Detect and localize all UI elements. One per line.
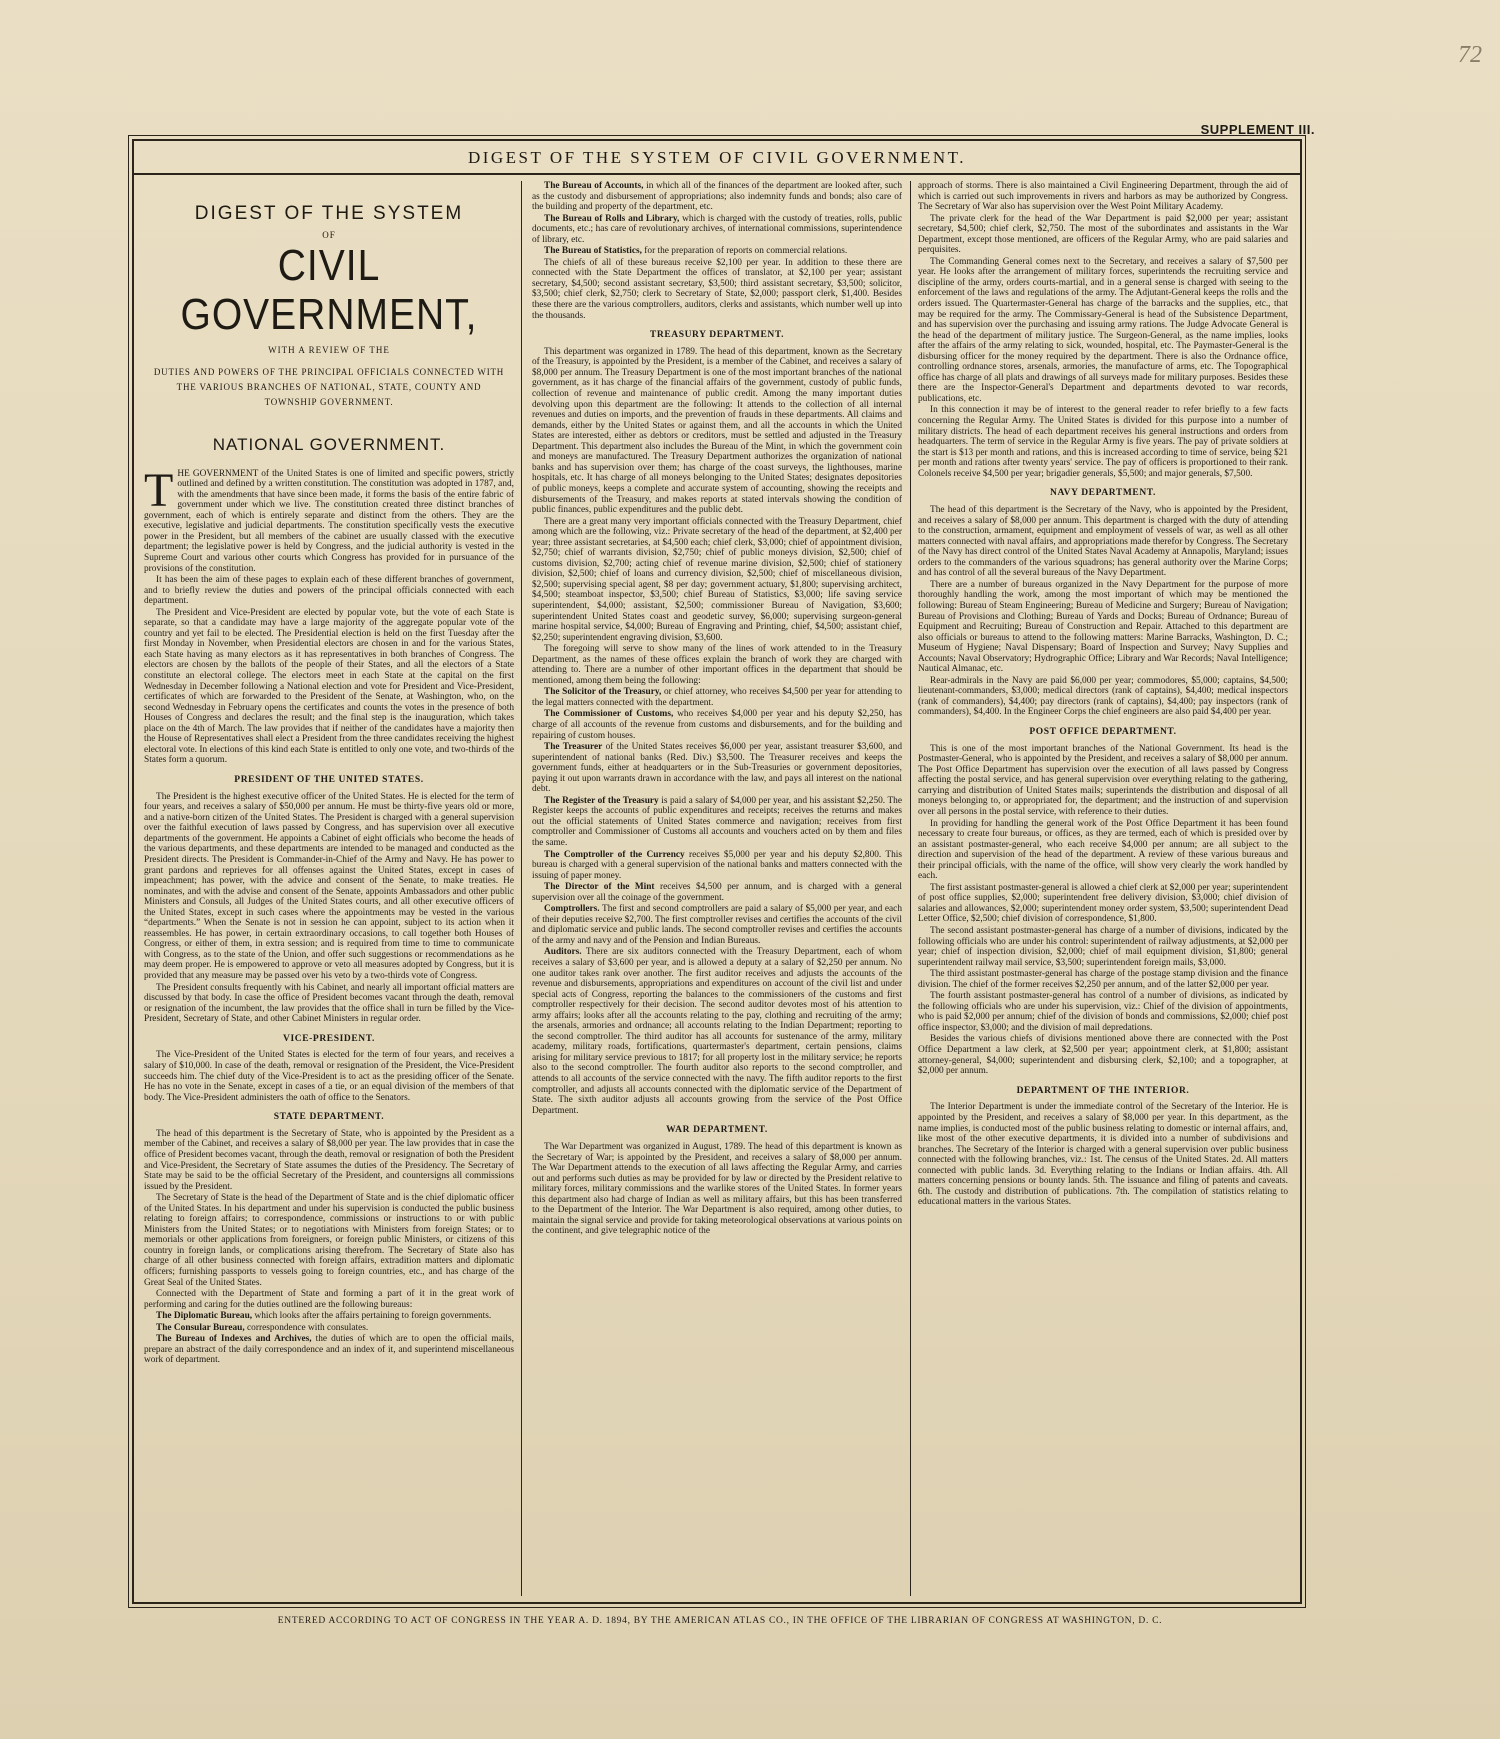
paragraph bbox=[532, 947, 902, 1116]
paragraph-text: the duties of which are to open the official mails, prepare an abstract of the daily correspondence and an index of it, and superintend miscellaneous work of department. bbox=[144, 1334, 514, 1366]
paragraph: The third assistant postmaster-general has charge of the postage stamp division and the finance division. The chief of the former receives $2,250 per annum, and of the latter $2,000 per year. bbox=[918, 969, 1288, 990]
title-digest: DIGEST OF THE SYSTEM bbox=[194, 203, 464, 224]
paragraph-text: who receives $4,000 per year and his deputy $2,250, has charge of all accounts of the revenue from customs and disbursements, and for the building and repairing of custom houses. bbox=[532, 709, 902, 741]
title-review: WITH A REVIEW OF THE bbox=[268, 344, 390, 355]
paragraph-text: of the United States receives $6,000 per year, assistant treasurer $3,600, and superintendent of national banks (Red. Div.) $3,500. The Treasurer receives and keeps the government funds, either at headquarters or in the Sub-Treasuries or government depositories, paying it out upon warrants drawn in accordance with the law, and pays all interest on the national debt. bbox=[532, 742, 902, 795]
paragraph bbox=[532, 850, 902, 882]
lead-in: Auditors. bbox=[544, 947, 582, 958]
lead-in: The Solicitor of the Treasury, bbox=[544, 687, 662, 698]
paragraph bbox=[532, 687, 902, 708]
lead-in: The Register of the Treasury bbox=[544, 795, 659, 806]
paragraph-text: which is charged with the custody of treaties, rolls, public documents, etc.; has care of revolutionary archives, of international commissions, superintendence of library, etc. bbox=[532, 213, 902, 245]
paragraph: Connected with the Department of State and forming a part of it in the great work of performing and caring for the duties outlined are the following bureaus: bbox=[144, 1289, 514, 1310]
paragraph: There are a great many very important officials connected with the Treasury Department, chief among which are the following, viz.: Private secretary of the head of the department, at $2,400 per year; three assistant secretaries, at $4,500 each; chief clerk, $3,000; chief of appointment division, $2,750; chief of warrants division, $2,750; chief of public moneys division, $2,500; chief of customs division, $2,700; acting chief of revenue marine division, $2,500; chief of stationery division, $2,500; chief of loans and currency division, $2,500; chief of miscellaneous division, $2,500; supervising special agent, $8 per day; government actuary, $1,800; supervising architect, $4,500; steamboat inspector, $3,500; chief Bureau of Statistics, $3,000; life saving service superintendent, $4,000; assistant, $2,500; commissioner Bureau of Navigation, $3,600; superintendent United States coast and geodetic survey, $6,000; supervising surgeon-general marine hospital service, $4,000; Bureau of Engraving and Printing, chief, $4,500; assistant chief, $2,250; superintendent engraving division, $3,600. bbox=[532, 516, 902, 643]
section-heading: PRESIDENT OF THE UNITED STATES. bbox=[234, 774, 424, 785]
paragraph: The War Department was organized in August, 1789. The head of this department is known as the Secretary of War; is appointed by the President, and receives a salary of $8,000 per annum. The War Department attends to the execution of all laws affecting the Regular Army, and carries out and performs such duties as may be provided for by law or directed by the President relative to military forces, military commissions and the warlike stores of the United States. In former years this department also had charge of Indian as well as military affairs, but this has been transferred to the Department of the Interior. The War Department is also required, among other duties, to maintain the signal service and provide for taking meteorological observations at various points on the continent, and give telegraphic notice of the bbox=[532, 1141, 902, 1237]
paragraph: The private clerk for the head of the War Department is paid $2,000 per year; assistant secretary, $4,500; chief clerk, $2,750. The most of the subordinates and assistants in the War Department, except those mentioned, are officers of the Regular Army, who are paid salaries and perquisites. bbox=[918, 213, 1288, 256]
paragraph: The head of this department is the Secretary of the Navy, who is appointed by the President, and receives a salary of $8,000 per annum. This department is charged with the duty of attending to the construction, armament, equipment and employment of vessels of war, as well as all other matters connected with naval affairs, and appropriations made therefor by Congress. The Secretary of the Navy has direct control of the United States Naval Academy at Annapolis, Maryland; issues orders to the commanders of the various squadrons; has general authority over the Marine Corps; and has control of all the several bureaus of the Navy Department. bbox=[918, 505, 1288, 579]
paragraph bbox=[144, 1334, 514, 1366]
paragraph-text: HE GOVERNMENT of the United States is one of limited and specific powers, strictly outlined and defined by a written constitution. The constitution was adopted in 1787, and, with the amendments that have since been made, it forms the basis of the entire fabric of government under which we live. The constitution created three distinct branches of government, each of which is entirely separate and distinct from the others. They are the executive, legislative and judicial departments. The constitution specifically vests the executive power in the President, but all members of the cabinet are usually classed with the executive department; the legislative power is held by Congress, and the judicial authority is vested in the Supreme Court and various other courts which Congress has provided for in pursuance of the provisions of the constitution. bbox=[144, 468, 514, 574]
title-subtitle: DUTIES AND POWERS OF THE PRINCIPAL OFFICIALS CONNECTED WITH THE VARIOUS BRANCHES OF NATIONAL, STATE, COUNTY AND TOWNSHIP GOVERNMENT. bbox=[153, 366, 505, 407]
paragraph-text: which looks after the affairs pertaining to foreign governments. bbox=[252, 1311, 492, 1322]
paragraph-text: in which all of the finances of the department are looked after, such as the custody and disbursement of appropriations; also indemnity funds and bonds; also care of the building and property of the department, etc. bbox=[532, 181, 902, 213]
lead-in: The Bureau of Accounts, bbox=[544, 181, 644, 191]
lead-in: The Bureau of Indexes and Archives, bbox=[156, 1334, 312, 1345]
paragraph: The President is the highest executive officer of the United States. He is elected for the term of four years, and receives a salary of $50,000 per annum. He must be thirty-five years old or more, and a native-born citizen of the United States. The President is charged with a general supervision over the faithful execution of laws passed by Congress, and has supervision over all executive departments of the government. He appoints a Cabinet of eight officials who become the heads of the various departments, and these departments are intended to be managed and conducted as the President directs. The President is Commander-in-Chief of the Army and Navy. He has power to grant pardons and reprieves for all offenses against the United States, except in cases of impeachment; has power, with the advice and consent of the Senate, to make treaties. He nominates, and with the advise and consent of the Senate, appoints Ambassadors and other public Ministers and Consuls, all Judges of the United States courts, and all other executive officers of the United States, except in such cases where the appointments may be vested in the various “departments.” When the Senate is not in session he can appoint, subject to its action when it reassembles. He has power, in certain extraordinary occasions, to call together both Houses of Congress, or either of them, in extra session; and is required from time to time to communicate with Congress, as to the state of the Union, and offer such suggestions or recommendations as he may deem proper. He is empowered to approve or veto all measures adopted by Congress, but it is provided that any measure may be passed over his veto by a two-thirds vote of Congress. bbox=[144, 791, 514, 981]
paragraph: This is one of the most important branches of the National Government. Its head is the Postmaster-General, who is appointed by the President, and receives a salary of $8,000 per annum. The Post Office Department has supervision over the execution of all laws passed by Congress affecting the postal service, and has general supervision over everything relating to the gathering, carrying and distribution of United States mails; superintends the distribution and disposal of all moneys belonging to, or appropriated for, the department; and the instruction of and supervision over all persons in the postal service, with reference to their duties. bbox=[918, 743, 1288, 817]
lead-in: The Comptroller of the Currency bbox=[544, 849, 685, 860]
paragraph bbox=[532, 882, 902, 903]
paragraph: It has been the aim of these pages to explain each of these different branches of government, and to briefly review the duties and powers of the principal officials connected with each department. bbox=[144, 575, 514, 607]
pencil-page-number: 72 bbox=[1458, 42, 1482, 68]
paragraph bbox=[532, 214, 902, 246]
title-block bbox=[144, 203, 514, 409]
paragraph-text: or chief attorney, who receives $4,500 per year for attending to the legal matters connected with the department. bbox=[532, 687, 902, 708]
lead-in: The Commissioner of Customs, bbox=[544, 709, 674, 720]
paragraph: The President consults frequently with his Cabinet, and nearly all important official matters are discussed by that body. In case the office of President becomes vacant through the death, removal or resignation of the incumbent, the law provides that the office shall in turn be filled by the Vice-President, Secretary of State, and other Cabinet Ministers in regular order. bbox=[144, 982, 514, 1025]
paragraph bbox=[144, 463, 514, 574]
paragraph bbox=[532, 246, 902, 257]
paragraph: approach of storms. There is also maintained a Civil Engineering Department, through the aid of which is carried out such improvements in rivers and harbors as may be authorized by Congress. The Secretary of War also has supervision over the West Point Military Academy. bbox=[918, 181, 1288, 213]
paragraph-text: receives $5,000 per year and his deputy $2,800. This bureau is charged with a general supervision of the national banks and matters connected with the issuing of paper money. bbox=[532, 849, 902, 881]
lead-in: Comptrollers. bbox=[544, 904, 600, 915]
drop-cap: T bbox=[144, 463, 174, 517]
lead-in: The Bureau of Statistics, bbox=[544, 246, 642, 257]
paragraph-text: receives $4,500 per annum, and is charged with a general supervision over all the coinage of the government. bbox=[532, 882, 902, 903]
paragraph: The foregoing will serve to show many of the lines of work attended to in the Treasury Department, as the names of these offices explain the branch of work they are charged with attending to. There are a number of other important offices in the department that should be mentioned, among them being the following: bbox=[532, 644, 902, 686]
paragraph: The first assistant postmaster-general is allowed a chief clerk at $2,000 per year; superintendent of post office supplies, $2,000; superintendent free delivery division, $3,000; chief division of salaries and allowances, $2,000; superintendent money order system, $3,500; superintendent Dead Letter Office, $2,500; chief division of correspondence, $1,800. bbox=[918, 882, 1288, 925]
column-divider bbox=[521, 181, 522, 1596]
paragraph: In providing for handling the general work of the Post Office Department it has been found necessary to create four bureaus, or offices, as they are termed, each of which is presided over by an assistant postmaster-general, who each receive $4,000 per annum; are all subject to the direction and supervision of the head of the department. A review of these various bureaus and their principal officials, with the name of the office, will show very clearly the work handled by each. bbox=[918, 818, 1288, 882]
column-divider bbox=[910, 181, 911, 1596]
paragraph bbox=[532, 709, 902, 741]
section-heading: POST OFFICE DEPARTMENT. bbox=[1029, 726, 1177, 737]
title-of: OF bbox=[322, 230, 336, 241]
paragraph: The fourth assistant postmaster-general has control of a number of divisions, as indicated by the following officials who are under his supervision, viz.: Chief of the division of appointments, who is paid $2,000 per annum; chief of the division of bonds and commissions, $2,000; chief post office inspector, $3,000; and the division of mail depredations. bbox=[918, 991, 1288, 1033]
national-government-heading: NATIONAL GOVERNMENT. bbox=[212, 435, 446, 455]
lead-in: The Consular Bureau, bbox=[156, 1322, 245, 1333]
section-heading: WAR DEPARTMENT. bbox=[666, 1125, 768, 1136]
section-heading: DEPARTMENT OF THE INTERIOR. bbox=[1016, 1085, 1190, 1096]
paragraph bbox=[144, 1311, 514, 1322]
paragraph-text: is paid a salary of $4,000 per year, and his assistant $2,250. The Register keeps the accounts of public expenditures and receipts; receives the returns and makes out the official statements of United States commerce and navigation; receives from first comptroller and Commissioner of Customs all accounts and vouchers acted on by them and files the same. bbox=[532, 795, 902, 848]
paragraph: The Secretary of State is the head of the Department of State and is the chief diplomatic officer of the United States. In his department and under his supervision is conducted the public business relating to foreign affairs; to correspondence, commissions or instructions to or with public Ministers from the United States; or to negotiations with Ministers from foreign States; or to memorials or other applications from foreigners, or foreign public Ministers, or citizens of this country in foreign lands, or complications arising therefrom. The Secretary of State also has charge of all other business connected with foreign affairs, extradition matters and diplomatic officers; furnishing passports to vessels going to foreign countries, etc., and has charge of the Great Seal of the United States. bbox=[144, 1193, 514, 1288]
paragraph bbox=[532, 796, 902, 849]
section-heading: VICE-PRESIDENT. bbox=[283, 1033, 375, 1044]
paragraph: The Vice-President of the United States is elected for the term of four years, and receives a salary of $10,000. In case of the death, removal or resignation of the President, the Vice-President succeeds him. The chief duty of the Vice-President is to act as the presiding officer of the Senate. He has no vote in the Senate, except in cases of a tie, or an equal division of the members of that body. The Vice-President administers the oath of office to the Senators. bbox=[144, 1050, 514, 1103]
paragraph: The Interior Department is under the immediate control of the Secretary of the Interior. He is appointed by the President, and receives a salary of $8,000 per year. In this department, as the name implies, is conducted most of the public business relating to domestic or internal affairs, and, like most of the other executive departments, it is divided into a number of subdivisions and branches. The Secretary of the Interior is charged with a general supervision over public business connected with the following branches, viz.: 1st. The census of the United States. 2d. All matters connected with public lands. 3d. Everything relating to the Indians or Indian affairs. 4th. All matters concerning pensions or bounty lands. 5th. The issuance and filing of patents and caveats. 6th. The custody and distribution of publications. 7th. The compilation of statistics relating to educational matters in the various States. bbox=[918, 1102, 1288, 1208]
paragraph: The chiefs of all of these bureaus receive $2,100 per year. In addition to these there are connected with the State Department the offices of translator, at $2,100 per year; assistant secretary, $4,500; second assistant secretary, $3,500; third assistant secretary, $3,500; solicitor, $3,500; chief clerk, $2,750; clerk to Secretary of State, $2,000; passport clerk, $1,400. Besides these there are the various comptrollers, auditors, clerks and assistants, which number well up into the thousands. bbox=[532, 257, 902, 321]
paragraph bbox=[144, 1323, 514, 1334]
paragraph: This department was organized in 1789. The head of this department, known as the Secretary of the Treasury, is appointed by the President, is a member of the Cabinet, and receives a salary of $8,000 per annum. The Treasury Department is one of the most important branches of the national government, as it has charge of the financial affairs of the government, custody of public funds, collection of revenue and maintenance of public credit. Among the many important duties devolving upon this department are the following: It attends to the collection of all internal revenues and duties on imports, and the prevention of frauds in these departments. All claims and demands, either by the United States or against them, and all the accounts in which the United States are interested, either as debtors or creditors, must be settled and adjusted in the Treasury Department. This department also includes the Bureau of the Mint, in which the government coin and moneys are manufactured. The Treasury Department authorizes the organization of national banks and has supervision over them; has charge of the coast surveys, the lighthouses, marine hospitals, etc. It has charge of all moneys belonging to the United States; designates depositories of public moneys, keeps a complete and accurate system of accounting, showing the receipts and disbursements of the Treasury, and makes reports at stated intervals showing the condition of public finances, public expenditures and the public debt. bbox=[532, 346, 902, 516]
paragraph-text: The first and second comptrollers are paid a salary of $5,000 per year, and each of their deputies receive $2,700. The first comptroller revises and certifies the accounts of the civil and diplomatic service and public lands. The second comptroller revises and certifies the accounts of the army and navy and of the Pension and Indian Bureaus. bbox=[532, 904, 902, 946]
lead-in: The Diplomatic Bureau, bbox=[156, 1311, 253, 1322]
column-3 bbox=[918, 181, 1288, 1596]
paragraph: There are a number of bureaus organized in the Navy Department for the purpose of more thoroughly handling the work, among the most important of which may be mentioned the following: Bureau of Steam Engineering; Bureau of Medicine and Surgery; Bureau of Navigation; Bureau of Provisions and Clothing; Bureau of Yards and Docks; Bureau of Ordnance; Bureau of Equipment and Recruiting; Bureau of Construction and Repair. Attached to this department are also officials or bureaus to attend to the following matters: Marine Barracks, Washington, D. C.; Museum of Hygiene; Naval Dispensary; Board of Inspection and Survey; Navy Supplies and Accounts; Naval Observatory; Hydrographic Office; Library and War Records; Naval Intelligence; Nautical Almanac, etc. bbox=[918, 579, 1288, 675]
column-1 bbox=[144, 181, 514, 1596]
paragraph: The President and Vice-President are elected by popular vote, but the vote of each State is separate, so that a candidate may have a large majority of the aggregate popular vote of the country and yet fail to be elected. The Presidential election is held on the first Tuesday after the first Monday in November, when Presidential electors are chosen in and for the various States, each State having as many electors as it has representatives in both branches of Congress. The electors are chosen by the ballots of the people of their States, and all the electors of a State constitute an electoral college. The electors meet in each State at the capital on the first Wednesday in December following a National election and vote for President and Vice-President, certificates of which are forwarded to the President of the Senate, at Washington, who, on the second Wednesday in February opens the certificates and counts the votes in the presence of both Houses of Congress and declares the result; and the final step is the inauguration, which takes place on the 4th of March. The law provides that if neither of the candidates have a majority then the House of Representatives shall elect a President from the three candidates receiving the highest electoral vote. In elections of this kind each State is entitled to only one vote, and two-thirds of the States form a quorum. bbox=[144, 607, 514, 766]
lead-in: The Treasurer bbox=[544, 742, 603, 753]
column-2 bbox=[532, 181, 902, 1596]
paragraph bbox=[532, 742, 902, 795]
paragraph bbox=[532, 904, 902, 946]
paragraph: The Commanding General comes next to the Secretary, and receives a salary of $7,500 per year. He looks after the arrangement of military forces, superintends the recruiting service and discipline of the army, orders courts-martial, and in a general sense is charged with seeing to the enforcement of the laws and regulations of the army. The Adjutant-General keeps the rolls and the orders issued. The Quartermaster-General has charge of the barracks and the supplies, etc., that may be required for the army. The Commissary-General is head of the Subsistence Department, and has supervision over the purchasing and issuing army rations. The Judge Advocate General is the head of the department of military justice. The Surgeon-General, as the name implies, looks after the affairs of the army relating to sick, wounded, hospital, etc. The Paymaster-General is the disbursing officer for the money required by the department. There is also the Ordnance office, controlling ordnance stores, arsenals, armories, the manufacture of arms, etc. The Topographical office has charge of all plats and drawings of all surveys made for military purposes. Besides these there are the Inspector-General's Department and departments devoted to war records, publications, etc. bbox=[918, 256, 1288, 404]
paragraph-text: correspondence with consulates. bbox=[244, 1322, 369, 1333]
paragraph: In this connection it may be of interest to the general reader to refer briefly to a few facts concerning the Regular Army. The United States is divided for this purpose into a number of military districts. The head of each department receives his general instructions and orders from headquarters. The term of service in the Regular Army is five years. The pay of private soldiers at the start is $13 per month and rations, and this is increased according to time of service, being $21 per month and rations after twenty years' service. The pay of officers is proportioned to their rank. Colonels receive $4,500 per year; brigadier generals, $5,500; and major generals, $7,500. bbox=[918, 405, 1288, 479]
section-heading: STATE DEPARTMENT. bbox=[273, 1112, 385, 1123]
lead-in: The Bureau of Rolls and Library, bbox=[544, 213, 680, 224]
copyright-footer: ENTERED ACCORDING TO ACT OF CONGRESS IN THE YEAR A. D. 1894, BY THE AMERICAN ATLAS CO., IN THE OFFICE OF THE LIBRARIAN OF CONGRESS AT WASHINGTON, D. C. bbox=[277, 1616, 1163, 1626]
section-heading: TREASURY DEPARTMENT. bbox=[649, 330, 785, 341]
paragraph: The head of this department is the Secretary of State, who is appointed by the President as a member of the Cabinet, and receives a salary of $8,000 per year. The law provides that in case the office of President becomes vacant, through the death, removal or resignation of both the President and Vice-President, the Secretary of State assumes the duties of the Presidency. The Secretary of State may be said to be the official Secretary of the President, and countersigns all commissions issued by the President. bbox=[144, 1128, 514, 1192]
lead-in: The Director of the Mint bbox=[544, 882, 655, 893]
section-heading: NAVY DEPARTMENT. bbox=[1049, 488, 1157, 499]
page-frame bbox=[132, 139, 1302, 1604]
paragraph: The second assistant postmaster-general has charge of a number of divisions, indicated by the following officials who are under his control: superintendent of railway adjustments, at $2,000 per year; chief of inspection division, $2,000; chief of mail equipment division, $1,800; general superintendent railway mail service, $3,500; superintendent foreign mails, $3,000. bbox=[918, 926, 1288, 968]
paragraph: Besides the various chiefs of divisions mentioned above there are connected with the Post Office Department a law clerk, at $2,500 per year; appointment clerk, at $1,800; assistant attorney-general, $4,000; superintendent and disbursing clerk, $2,100; and a topographer, at $2,000 per annum. bbox=[918, 1034, 1288, 1077]
paragraph bbox=[532, 181, 902, 213]
running-header: DIGEST OF THE SYSTEM OF CIVIL GOVERNMENT. bbox=[134, 141, 1300, 175]
title-civil-government: CIVIL GOVERNMENT, bbox=[180, 241, 478, 339]
paragraph-text: for the preparation of reports on commercial relations. bbox=[641, 246, 848, 257]
supplement-label: SUPPLEMENT III. bbox=[1200, 122, 1315, 137]
paragraph: Rear-admirals in the Navy are paid $6,000 per year; commodores, $5,000; captains, $4,500; lieutenant-commanders, $3,000; medical directors (rank of captains), $4,400; medical inspectors (rank of commanders), $4,400; pay directors (rank of captains), $4,400; pay inspectors (rank of commanders), $4,400. In the Engineer Corps the chief engineers are also paid $4,400 per year. bbox=[918, 675, 1288, 718]
paragraph-text: There are six auditors connected with the Treasury Department, each of whom receives a salary of $3,600 per year, and is allowed a deputy at a salary of $2,250 per annum. No one auditor takes rank over another. The first auditor receives and adjusts the accounts of the revenue and disbursements, appropriations and expenditures on account of the civil list and under special acts of Congress, reporting the balances to the commissioners of the customs and first comptroller respectively for their decision. The second auditor devotes most of his attention to army affairs; looks after all the accounts relating to the pay, clothing and recruiting of the army; the arsenals, armories and ordnance; all accounts relating to the Indian Department; reporting to the second comptroller. The third auditor has all accounts for sustenance of the army, military academy, military roads, fortifications, quartermaster's department, certain pensions, claims arising for military service previous to 1817; for all property lost in the military service; he reports also to the second comptroller. The fourth auditor also reports to the second comptroller, and attends to all accounts of the service connected with the navy. The fifth auditor reports to the first comptroller, and adjusts all accounts connected with the diplomatic service of the Department of State. The sixth auditor adjusts all accounts growing from the service of the Post Office Department. bbox=[532, 947, 902, 1116]
